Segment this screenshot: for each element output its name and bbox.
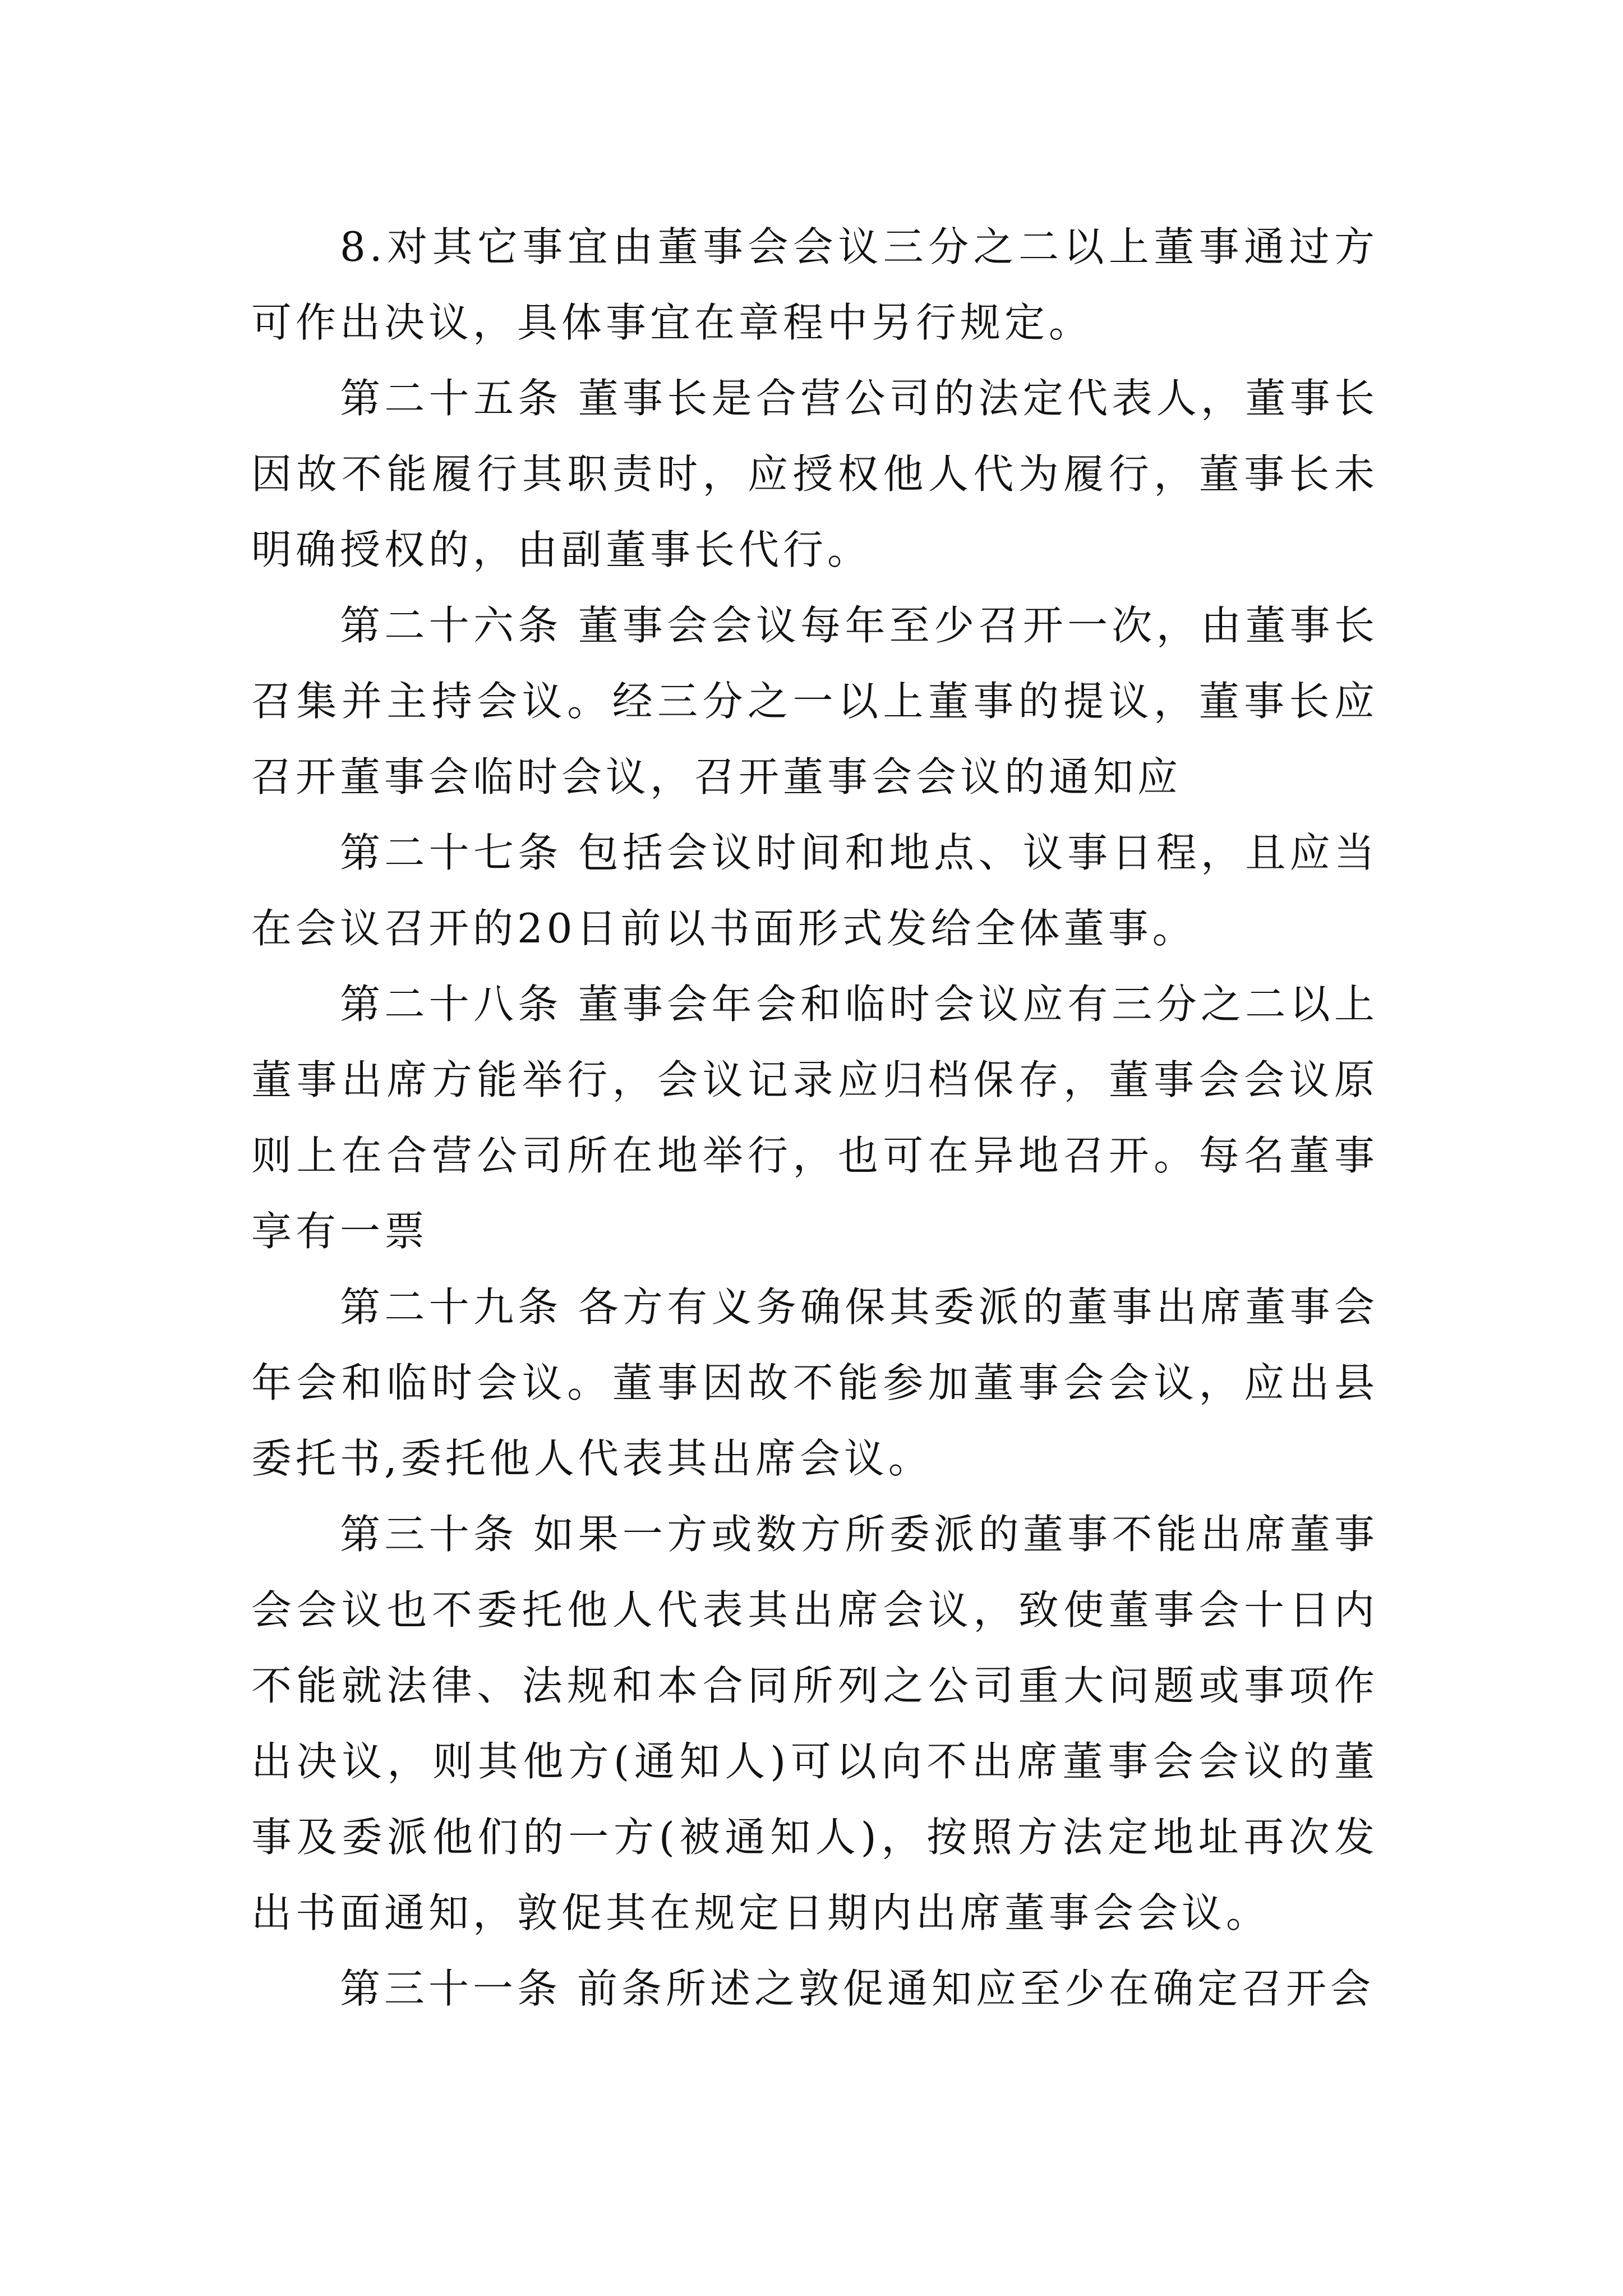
- article-heading: 第三十条: [340, 1511, 518, 1558]
- article-heading: 第二十五条: [340, 375, 562, 422]
- article-text: 前条所述之敦促通知应至少在确定召开会: [577, 1965, 1375, 2012]
- article-29: [251, 1269, 1378, 1497]
- article-28: [251, 967, 1378, 1269]
- article-31: [251, 1951, 1378, 2027]
- article-27: [251, 815, 1378, 967]
- document-body: [251, 209, 1378, 2027]
- article-30: [251, 1497, 1378, 1951]
- article-heading: 第二十九条: [340, 1283, 562, 1331]
- article-text: 如果一方或数方所委派的董事不能出席董事会会议也不委托他人代表其出席会议，致使董事会十日内不能就法律、法规和本合同所列之公司重大问题或事项作出决议，则其他方(通知人)可以向不出席董事会会议的董事及委派他们的一方(被通知人)，按照方法定地址再次发出书面通知，敦促其在规定日期内出席董事会会议。: [251, 1511, 1378, 1936]
- article-text: 包括会议时间和地点、议事日程，且应当在会议召开的20日前以书面形式发给全体董事。: [251, 829, 1378, 952]
- article-text: 各方有义务确保其委派的董事出席董事会年会和临时会议。董事因故不能参加董事会会议，应出县委托书,委托他人代表其出席会议。: [251, 1283, 1378, 1482]
- article-heading: 第二十七条: [340, 829, 562, 876]
- article-26: [251, 588, 1378, 815]
- article-heading: 第二十六条: [340, 602, 562, 649]
- paragraph-item-8: [251, 209, 1378, 361]
- paragraph-text: 8.对其它事宜由董事会会议三分之二以上董事通过方可作出决议，具体事宜在章程中另行规定。: [251, 223, 1378, 346]
- article-heading: 第三十一条: [340, 1965, 562, 2012]
- article-text: 董事会会议每年至少召开一次，由董事长召集并主持会议。经三分之一以上董事的提议，董事长应召开董事会临时会议，召开董事会会议的通知应: [251, 602, 1378, 800]
- article-text: 董事长是合营公司的法定代表人，董事长因故不能履行其职责时，应授权他人代为履行，董事长未明确授权的，由副董事长代行。: [251, 375, 1378, 573]
- article-heading: 第二十八条: [340, 981, 562, 1028]
- article-text: 董事会年会和临时会议应有三分之二以上董事出席方能举行，会议记录应归档保存，董事会会议原则上在合营公司所在地举行，也可在异地召开。每名董事享有一票: [251, 981, 1378, 1255]
- article-25: [251, 361, 1378, 588]
